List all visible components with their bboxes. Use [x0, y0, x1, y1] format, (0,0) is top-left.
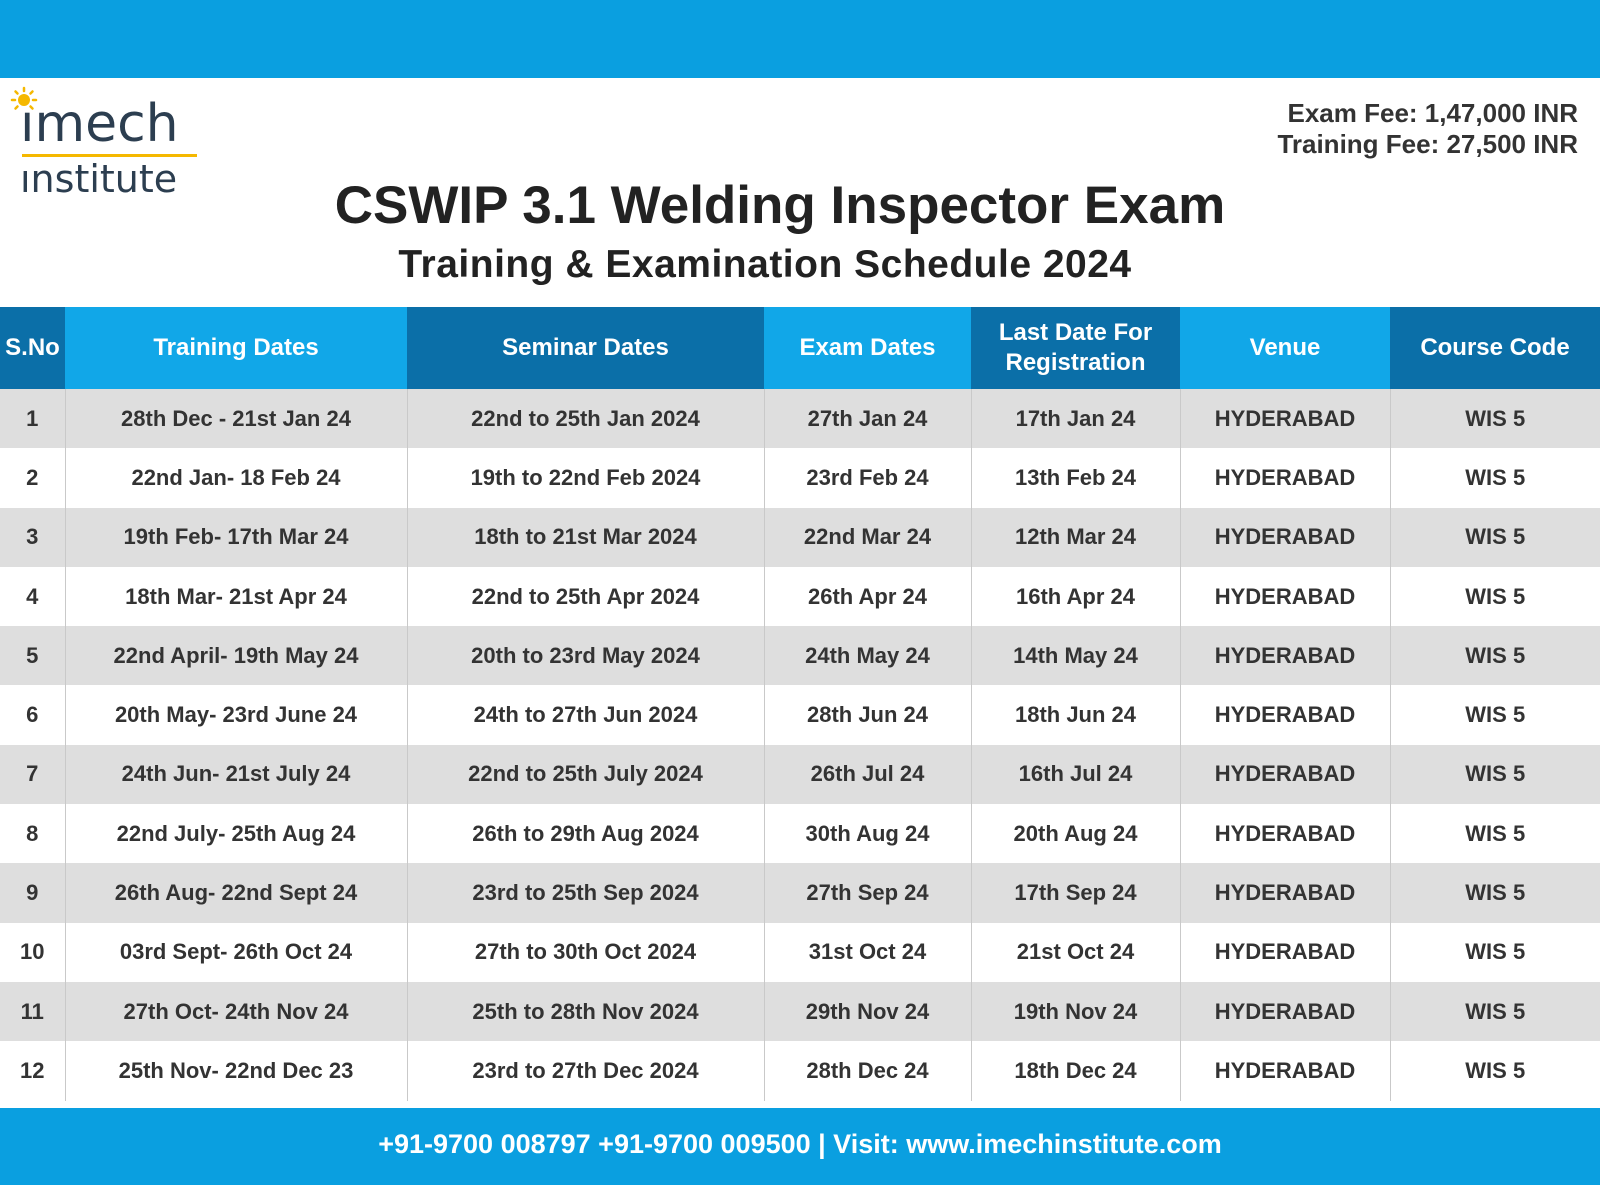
header-course-code: Course Code [1390, 307, 1600, 389]
cell-venue: HYDERABAD [1180, 1041, 1390, 1100]
header-sno: S.No [0, 307, 65, 389]
exam-fee: Exam Fee: 1,47,000 INR [1287, 98, 1578, 128]
cell-training-dates: 24th Jun- 21st July 24 [65, 745, 407, 804]
cell-last-date: 12th Mar 24 [971, 508, 1180, 567]
cell-course-code: WIS 5 [1390, 685, 1600, 744]
cell-venue: HYDERABAD [1180, 389, 1390, 448]
cell-training-dates: 28th Dec - 21st Jan 24 [65, 389, 407, 448]
cell-sno: 11 [0, 982, 65, 1041]
cell-last-date: 17th Sep 24 [971, 863, 1180, 922]
cell-course-code: WIS 5 [1390, 923, 1600, 982]
cell-training-dates: 19th Feb- 17th Mar 24 [65, 508, 407, 567]
cell-venue: HYDERABAD [1180, 626, 1390, 685]
cell-course-code: WIS 5 [1390, 508, 1600, 567]
cell-training-dates: 27th Oct- 24th Nov 24 [65, 982, 407, 1041]
cell-exam-date: 28th Jun 24 [764, 685, 971, 744]
top-banner [0, 0, 1600, 78]
fee-info [1277, 98, 1578, 160]
cell-course-code: WIS 5 [1390, 567, 1600, 626]
cell-exam-date: 31st Oct 24 [764, 923, 971, 982]
cell-exam-date: 26th Jul 24 [764, 745, 971, 804]
table-row [0, 804, 1600, 863]
table-row [0, 863, 1600, 922]
cell-seminar-dates: 18th to 21st Mar 2024 [407, 508, 764, 567]
cell-seminar-dates: 25th to 28th Nov 2024 [407, 982, 764, 1041]
cell-seminar-dates: 24th to 27th Jun 2024 [407, 685, 764, 744]
cell-training-dates: 18th Mar- 21st Apr 24 [65, 567, 407, 626]
cell-seminar-dates: 20th to 23rd May 2024 [407, 626, 764, 685]
cell-sno: 4 [0, 567, 65, 626]
table-row [0, 982, 1600, 1041]
cell-course-code: WIS 5 [1390, 448, 1600, 507]
cell-sno: 12 [0, 1041, 65, 1100]
cell-course-code: WIS 5 [1390, 804, 1600, 863]
cell-sno: 9 [0, 863, 65, 922]
cell-exam-date: 27th Jan 24 [764, 389, 971, 448]
cell-sno: 5 [0, 626, 65, 685]
cell-sno: 1 [0, 389, 65, 448]
page-title: CSWIP 3.1 Welding Inspector Exam [334, 176, 1226, 235]
cell-venue: HYDERABAD [1180, 685, 1390, 744]
cell-course-code: WIS 5 [1390, 982, 1600, 1041]
schedule-table [0, 307, 1600, 1101]
cell-last-date: 19th Nov 24 [971, 982, 1180, 1041]
cell-training-dates: 26th Aug- 22nd Sept 24 [65, 863, 407, 922]
cell-seminar-dates: 22nd to 25th Apr 2024 [407, 567, 764, 626]
cell-seminar-dates: 22nd to 25th July 2024 [407, 745, 764, 804]
cell-last-date: 21st Oct 24 [971, 923, 1180, 982]
cell-last-date: 14th May 24 [971, 626, 1180, 685]
cell-exam-date: 30th Aug 24 [764, 804, 971, 863]
cell-seminar-dates: 19th to 22nd Feb 2024 [407, 448, 764, 507]
cell-seminar-dates: 23rd to 25th Sep 2024 [407, 863, 764, 922]
cell-training-dates: 03rd Sept- 26th Oct 24 [65, 923, 407, 982]
cell-exam-date: 28th Dec 24 [764, 1041, 971, 1100]
cell-last-date: 13th Feb 24 [971, 448, 1180, 507]
header-exam-dates: Exam Dates [764, 307, 971, 389]
training-fee: Training Fee: 27,500 INR [1277, 129, 1578, 159]
cell-course-code: WIS 5 [1390, 626, 1600, 685]
cell-last-date: 20th Aug 24 [971, 804, 1180, 863]
table-row [0, 508, 1600, 567]
cell-course-code: WIS 5 [1390, 863, 1600, 922]
cell-exam-date: 29th Nov 24 [764, 982, 971, 1041]
logo-subtext: ınstitute [20, 157, 178, 201]
header-last-date-registration: Last Date For Registration [971, 307, 1180, 389]
cell-exam-date: 27th Sep 24 [764, 863, 971, 922]
cell-exam-date: 23rd Feb 24 [764, 448, 971, 507]
table-row [0, 448, 1600, 507]
header-seminar-dates: Seminar Dates [407, 307, 764, 389]
cell-venue: HYDERABAD [1180, 508, 1390, 567]
cell-training-dates: 20th May- 23rd June 24 [65, 685, 407, 744]
cell-venue: HYDERABAD [1180, 745, 1390, 804]
table-header-row [0, 307, 1600, 389]
cell-venue: HYDERABAD [1180, 982, 1390, 1041]
cell-exam-date: 26th Apr 24 [764, 567, 971, 626]
cell-sno: 8 [0, 804, 65, 863]
table-row [0, 745, 1600, 804]
cell-exam-date: 24th May 24 [764, 626, 971, 685]
cell-last-date: 17th Jan 24 [971, 389, 1180, 448]
cell-sno: 3 [0, 508, 65, 567]
cell-training-dates: 22nd July- 25th Aug 24 [65, 804, 407, 863]
cell-course-code: WIS 5 [1390, 389, 1600, 448]
cell-venue: HYDERABAD [1180, 923, 1390, 982]
cell-seminar-dates: 26th to 29th Aug 2024 [407, 804, 764, 863]
cell-venue: HYDERABAD [1180, 804, 1390, 863]
cell-seminar-dates: 27th to 30th Oct 2024 [407, 923, 764, 982]
table-row [0, 389, 1600, 448]
cell-course-code: WIS 5 [1390, 1041, 1600, 1100]
cell-training-dates: 22nd April- 19th May 24 [65, 626, 407, 685]
contact-info: +91-9700 008797 +91-9700 009500 | Visit: www.imechinstitute.com [378, 1129, 1222, 1159]
cell-training-dates: 25th Nov- 22nd Dec 23 [65, 1041, 407, 1100]
cell-venue: HYDERABAD [1180, 863, 1390, 922]
cell-training-dates: 22nd Jan- 18 Feb 24 [65, 448, 407, 507]
table-row [0, 567, 1600, 626]
page-subtitle: Training & Examination Schedule 2024 [398, 243, 1132, 286]
cell-last-date: 18th Jun 24 [971, 685, 1180, 744]
cell-sno: 6 [0, 685, 65, 744]
table-row [0, 626, 1600, 685]
cell-sno: 2 [0, 448, 65, 507]
cell-last-date: 16th Jul 24 [971, 745, 1180, 804]
table-row [0, 923, 1600, 982]
logo-wordmark: ımech [20, 94, 179, 154]
header-venue: Venue [1180, 307, 1390, 389]
cell-course-code: WIS 5 [1390, 745, 1600, 804]
cell-last-date: 18th Dec 24 [971, 1041, 1180, 1100]
cell-sno: 10 [0, 923, 65, 982]
table-row [0, 685, 1600, 744]
cell-exam-date: 22nd Mar 24 [764, 508, 971, 567]
table-row [0, 1041, 1600, 1100]
cell-venue: HYDERABAD [1180, 448, 1390, 507]
cell-sno: 7 [0, 745, 65, 804]
cell-seminar-dates: 22nd to 25th Jan 2024 [407, 389, 764, 448]
header-training-dates: Training Dates [65, 307, 407, 389]
cell-seminar-dates: 23rd to 27th Dec 2024 [407, 1041, 764, 1100]
cell-venue: HYDERABAD [1180, 567, 1390, 626]
cell-last-date: 16th Apr 24 [971, 567, 1180, 626]
